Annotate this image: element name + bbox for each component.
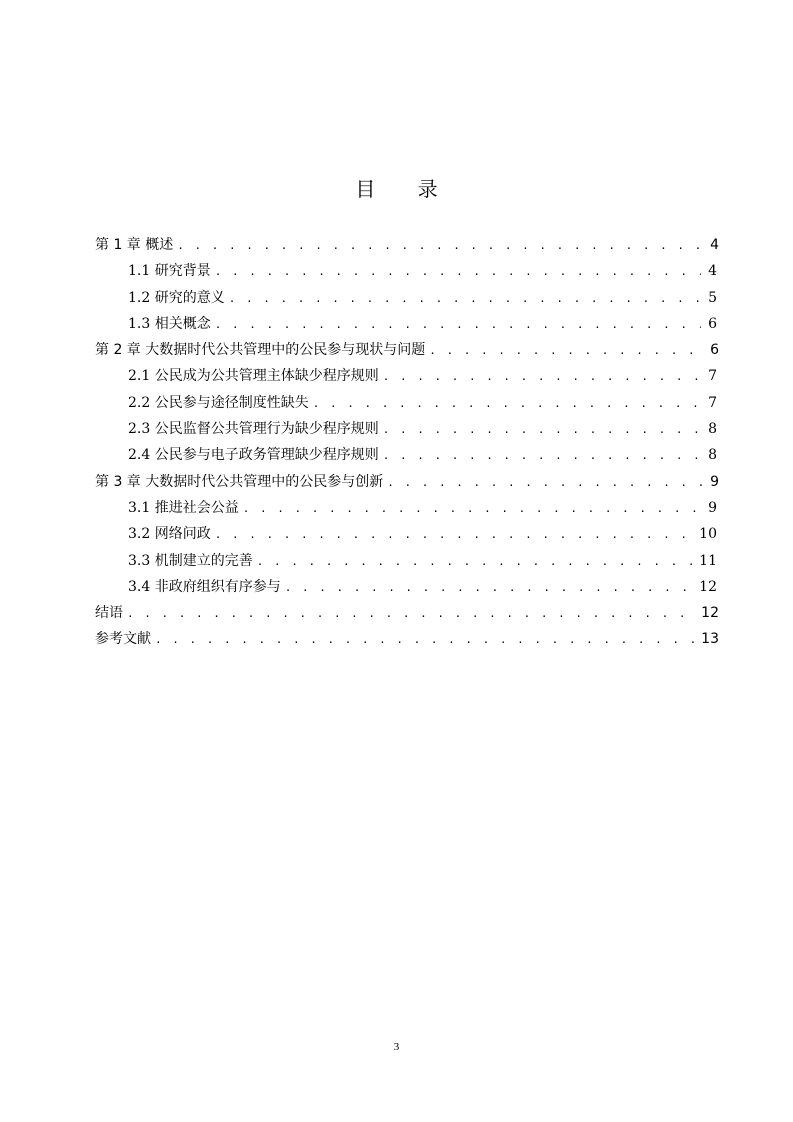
toc-entry-section-2-1[interactable] bbox=[95, 363, 719, 389]
dot-leader bbox=[285, 575, 695, 601]
toc-entry-label: 2.4 公民参与电子政务管理缺少程序规则 bbox=[128, 447, 379, 464]
toc-entry-section-1-2[interactable] bbox=[95, 285, 719, 311]
dot-leader bbox=[127, 601, 697, 627]
toc-entry-chapter-3[interactable] bbox=[95, 469, 719, 495]
toc-entry-references[interactable] bbox=[95, 626, 719, 652]
toc-entry-label: 结语 bbox=[95, 605, 123, 622]
toc-entry-label: 参考文献 bbox=[95, 631, 151, 648]
toc-entry-label: 第 1 章 概述 bbox=[95, 237, 174, 253]
toc-entry-section-3-3[interactable] bbox=[95, 548, 719, 574]
toc-entry-page: 13 bbox=[701, 631, 719, 648]
toc-entry-page: 10 bbox=[699, 526, 717, 543]
toc-entry-section-3-2[interactable] bbox=[95, 521, 719, 547]
page-number: 3 bbox=[393, 1041, 400, 1053]
dot-leader bbox=[215, 312, 701, 338]
dot-leader bbox=[383, 443, 701, 469]
toc-entry-section-2-3[interactable] bbox=[95, 416, 719, 442]
toc-entry-label: 2.2 公民参与途径制度性缺失 bbox=[128, 394, 309, 411]
toc-entry-page: 4 bbox=[710, 237, 719, 253]
toc-entry-conclusion[interactable] bbox=[95, 600, 719, 626]
toc-entry-section-3-1[interactable] bbox=[95, 495, 719, 521]
toc-entry-label: 3.4 非政府组织有序参与 bbox=[128, 578, 281, 595]
toc-entry-section-1-3[interactable] bbox=[95, 311, 719, 337]
toc-entry-label: 2.1 公民成为公共管理主体缺少程序规则 bbox=[128, 368, 379, 385]
dot-leader bbox=[313, 391, 701, 417]
dot-leader bbox=[387, 470, 703, 496]
toc-entry-page: 9 bbox=[708, 499, 717, 516]
toc-entry-chapter-2[interactable] bbox=[95, 337, 719, 363]
toc-entry-label: 3.2 网络问政 bbox=[128, 526, 211, 543]
dot-leader bbox=[429, 338, 703, 364]
dot-leader bbox=[229, 286, 701, 312]
toc-entry-page: 6 bbox=[710, 342, 719, 359]
toc-entry-page: 8 bbox=[708, 447, 717, 464]
toc-entry-section-1-1[interactable] bbox=[95, 258, 719, 284]
toc-entry-page: 11 bbox=[699, 552, 717, 569]
toc-entry-page: 5 bbox=[708, 289, 717, 306]
toc-entry-label: 1.2 研究的意义 bbox=[128, 289, 225, 306]
dot-leader bbox=[177, 233, 703, 259]
toc-entry-page: 8 bbox=[708, 421, 717, 438]
dot-leader bbox=[257, 549, 695, 575]
toc-entry-page: 12 bbox=[699, 578, 717, 595]
toc-entry-page: 6 bbox=[708, 315, 717, 332]
dot-leader bbox=[383, 364, 701, 390]
dot-leader bbox=[215, 522, 695, 548]
toc-entry-page: 9 bbox=[710, 473, 719, 490]
toc-entry-page: 7 bbox=[708, 368, 717, 385]
toc-entry-label: 第 2 章 大数据时代公共管理中的公民参与现状与问题 bbox=[95, 342, 426, 359]
toc-title: 目 录 bbox=[355, 177, 456, 201]
toc-entry-section-2-4[interactable] bbox=[95, 442, 719, 468]
toc-entry-chapter-1[interactable] bbox=[95, 232, 719, 258]
toc-entry-label: 3.1 推进社会公益 bbox=[128, 499, 239, 516]
toc-entry-page: 12 bbox=[701, 605, 719, 622]
toc-entry-label: 2.3 公民监督公共管理行为缺少程序规则 bbox=[128, 421, 379, 438]
toc-entry-page: 4 bbox=[708, 263, 717, 280]
toc-list bbox=[95, 232, 719, 653]
dot-leader bbox=[243, 496, 701, 522]
toc-entry-section-3-4[interactable] bbox=[95, 574, 719, 600]
dot-leader bbox=[155, 627, 697, 653]
toc-entry-label: 3.3 机制建立的完善 bbox=[128, 552, 253, 569]
dot-leader bbox=[215, 259, 701, 285]
dot-leader bbox=[383, 417, 701, 443]
toc-entry-page: 7 bbox=[708, 394, 717, 411]
toc-entry-label: 1.1 研究背景 bbox=[128, 263, 211, 280]
toc-entry-label: 第 3 章 大数据时代公共管理中的公民参与创新 bbox=[95, 473, 384, 490]
toc-entry-section-2-2[interactable] bbox=[95, 390, 719, 416]
toc-entry-label: 1.3 相关概念 bbox=[128, 315, 211, 332]
